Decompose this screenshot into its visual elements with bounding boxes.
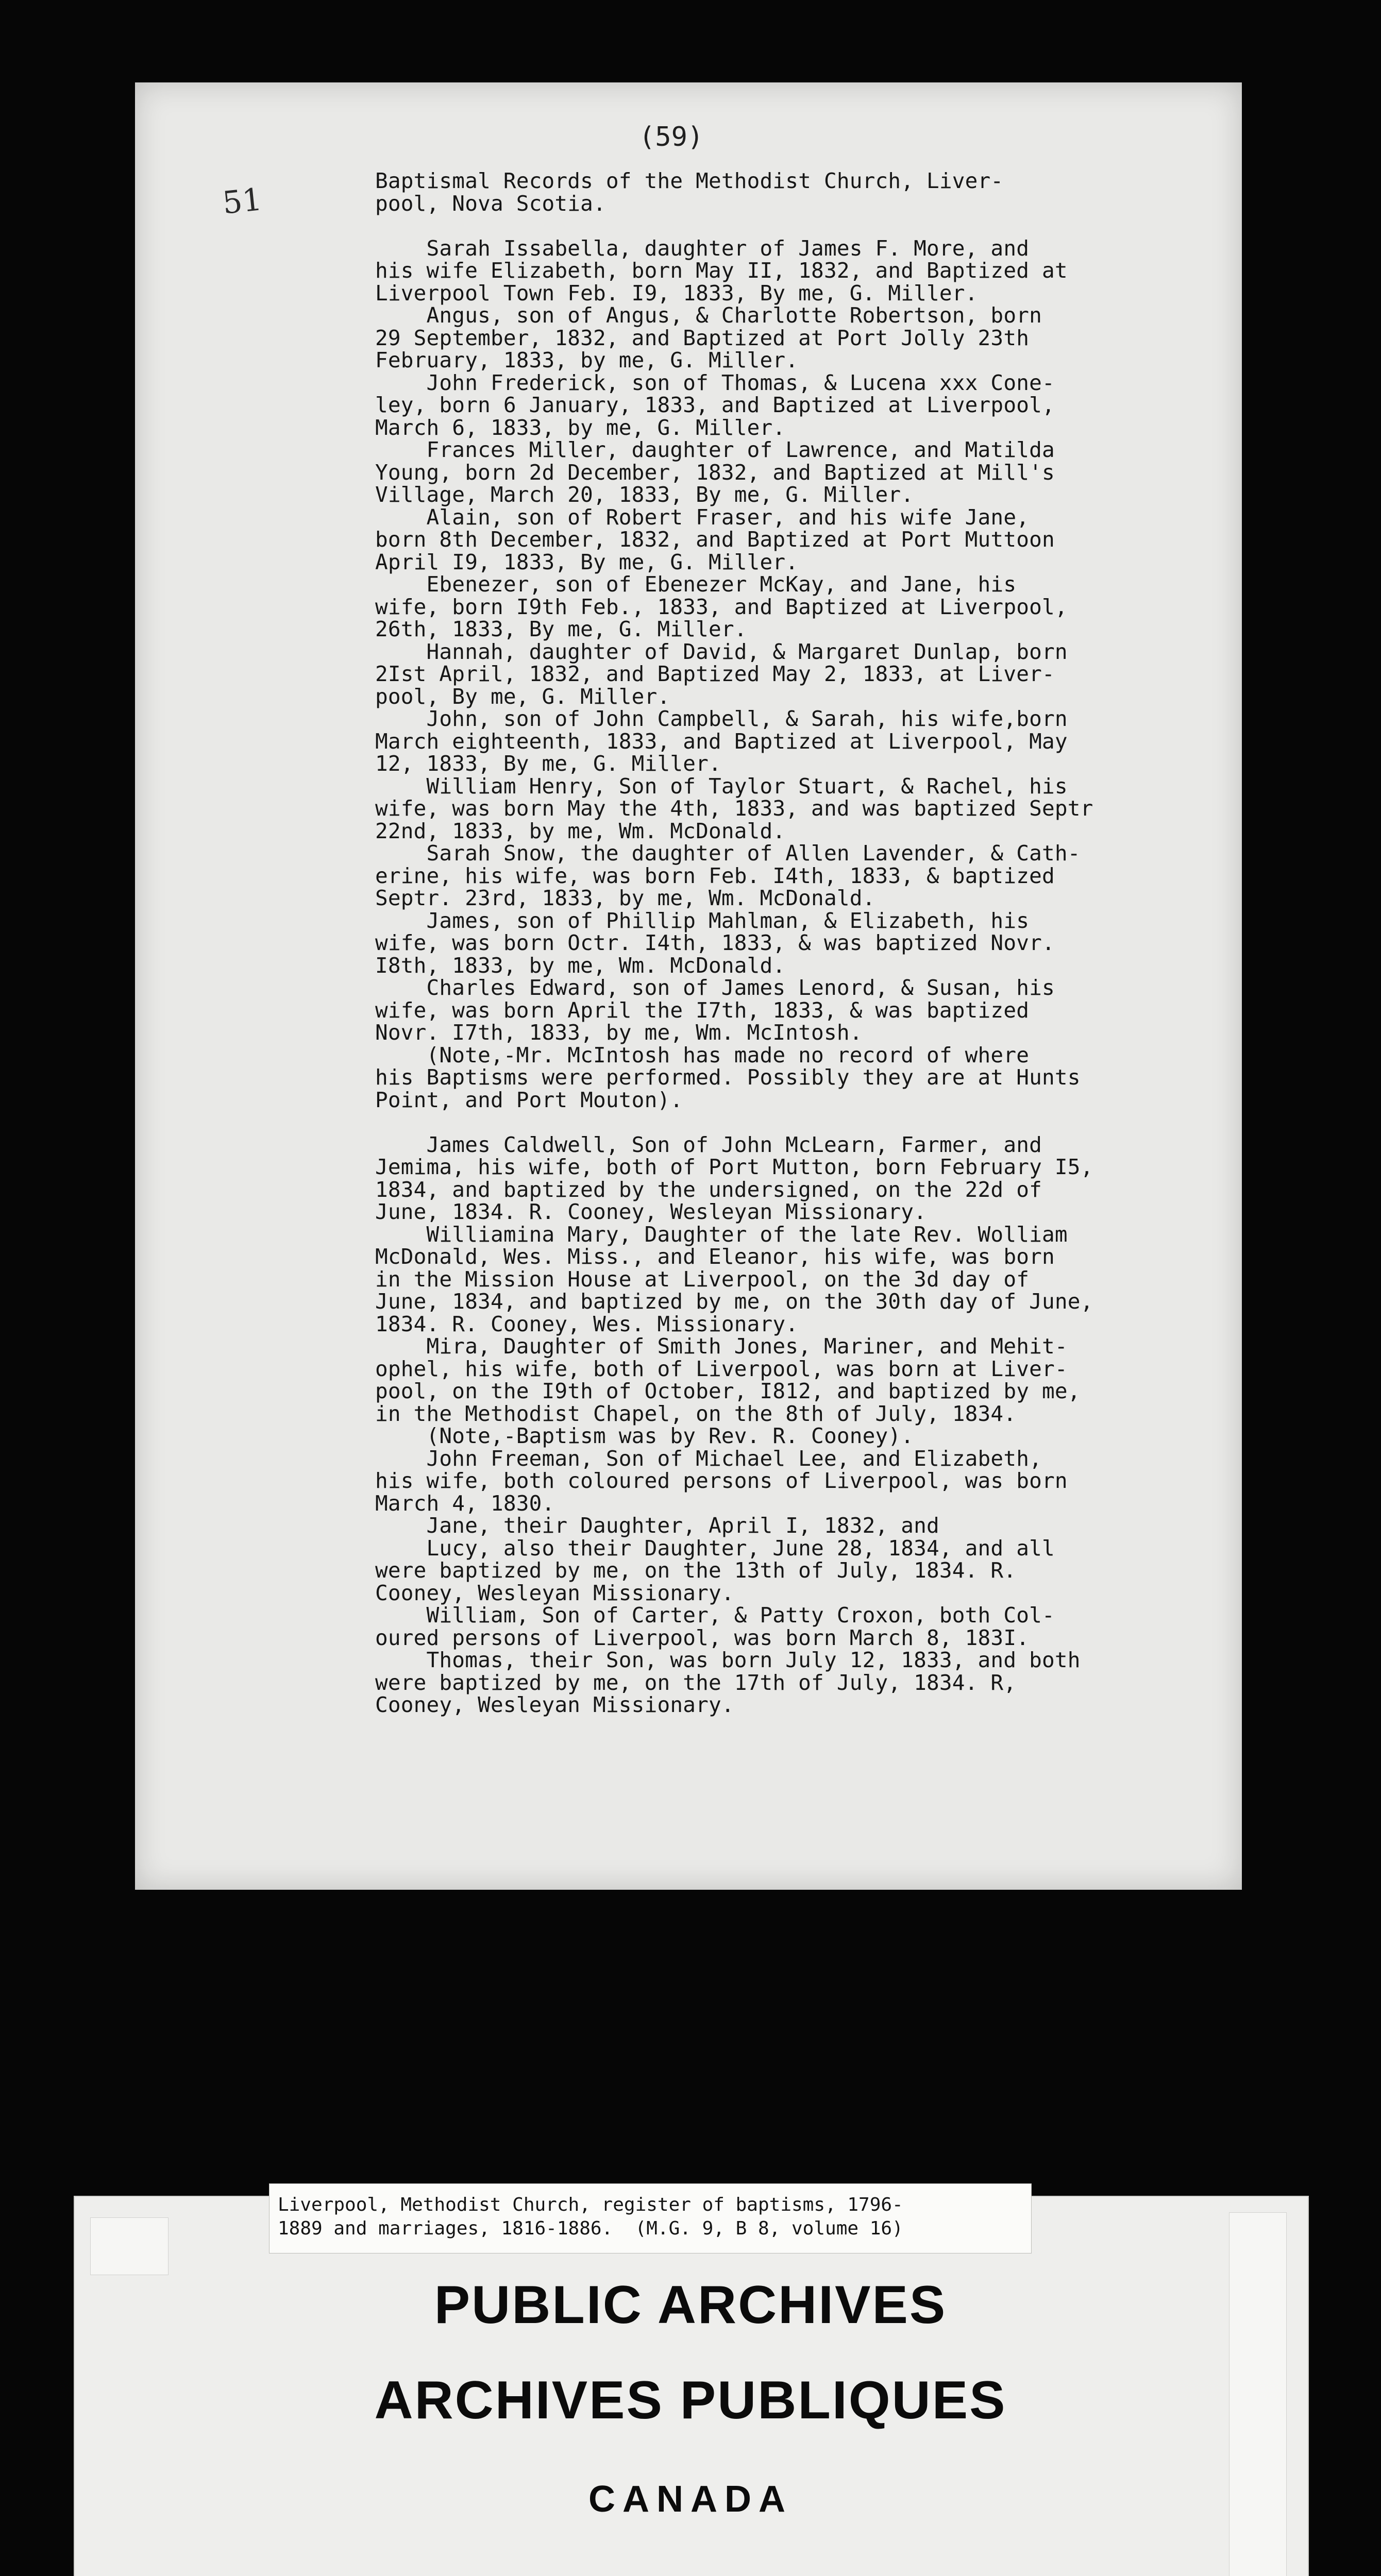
document-line: oured persons of Liverpool, was born March 8, 183I. <box>375 1625 1030 1650</box>
document-line: (Note,-Mr. McIntosh has made no record of where <box>375 1042 1030 1067</box>
document-line: Jane, their Daughter, April I, 1832, and <box>375 1513 939 1538</box>
margin-note: 51 <box>221 181 264 222</box>
document-line: March 6, 1833, by me, G. Miller. <box>375 415 786 440</box>
document-line: pool, on the I9th of October, I812, and baptized by me, <box>375 1379 1081 1403</box>
document-line: Alain, son of Robert Fraser, and his wife Jane, <box>375 504 1030 530</box>
document-line: 1834. R. Cooney, Wes. Missionary. <box>375 1311 799 1336</box>
document-line: April I9, 1833, By me, G. Miller. <box>375 549 799 574</box>
document-line: were baptized by me, on the 13th of July, 1834. R. <box>375 1558 1017 1583</box>
document-line: born 8th December, 1832, and Baptized at Port Muttoon <box>375 527 1055 552</box>
document-line: I8th, 1833, by me, Wm. McDonald. <box>375 953 786 978</box>
document-line <box>375 215 1158 238</box>
document-line: John Frederick, son of Thomas, & Lucena xxx Cone- <box>375 370 1055 395</box>
document-line: Young, born 2d December, 1832, and Baptized at Mill's <box>375 460 1055 485</box>
document-line: Sarah Snow, the daughter of Allen Lavender, & Cath- <box>375 841 1081 866</box>
document-line: Ebenezer, son of Ebenezer McKay, and Jane, his <box>375 572 1017 597</box>
document-line: his wife, both coloured persons of Liverpool, was born <box>375 1468 1068 1493</box>
archive-label-line-2: 1889 and marriages, 1816-1886. (M.G. 9, B 8, volume 16) <box>278 2218 903 2239</box>
document-line: June, 1834, and baptized by me, on the 30th day of June, <box>375 1289 1093 1314</box>
document-line: his Baptisms were performed. Possibly they are at Hunts <box>375 1065 1081 1090</box>
document-line: wife, born I9th Feb., 1833, and Baptized at Liverpool, <box>375 594 1068 619</box>
document-line: his wife Elizabeth, born May II, 1832, and Baptized at <box>375 258 1068 283</box>
stamp-public-archives: PUBLIC ARCHIVES <box>434 2275 947 2335</box>
document-line: Thomas, their Son, was born July 12, 1833, and both <box>375 1648 1081 1672</box>
stamp-canada: CANADA <box>588 2479 793 2520</box>
document-line: Charles Edward, son of James Lenord, & Susan, his <box>375 975 1055 1000</box>
document-line: James Caldwell, Son of John McLearn, Farmer, and <box>375 1132 1042 1157</box>
document-line: wife, was born May the 4th, 1833, and was baptized Septr <box>375 796 1093 821</box>
document-line: June, 1834. R. Cooney, Wesleyan Missionary. <box>375 1199 927 1224</box>
document-line: March eighteenth, 1833, and Baptized at Liverpool, May <box>375 728 1068 754</box>
document-line: Novr. I7th, 1833, by me, Wm. McIntosh. <box>375 1020 863 1045</box>
document-line: William Henry, Son of Taylor Stuart, & Rachel, his <box>375 773 1068 799</box>
document-line: Frances Miller, daughter of Lawrence, and Matilda <box>375 437 1055 462</box>
document-line: Cooney, Wesleyan Missionary. <box>375 1692 734 1717</box>
document-line: wife, was born Octr. I4th, 1833, & was baptized Novr. <box>375 930 1055 955</box>
document-line: James, son of Phillip Mahlman, & Elizabeth, his <box>375 908 1030 933</box>
document-line: John, son of John Campbell, & Sarah, his wife,born <box>375 706 1068 731</box>
document-line: Angus, son of Angus, & Charlotte Robertson, born <box>375 303 1042 328</box>
document-line: (Note,-Baptism was by Rev. R. Cooney). <box>375 1423 914 1448</box>
document-line: wife, was born April the I7th, 1833, & was baptized <box>375 997 1030 1023</box>
document-line: John Freeman, Son of Michael Lee, and Elizabeth, <box>375 1446 1042 1471</box>
document-line: William, Son of Carter, & Patty Croxon, both Col- <box>375 1603 1055 1628</box>
document-line: 29 September, 1832, and Baptized at Port Jolly 23th <box>375 325 1030 350</box>
page-number: (59) <box>639 122 704 152</box>
document-line: 2Ist April, 1832, and Baptized May 2, 1833, at Liver- <box>375 662 1055 686</box>
document-line: Liverpool Town Feb. I9, 1833, By me, G. Miller. <box>375 280 978 306</box>
document-line: erine, his wife, was born Feb. I4th, 1833, & baptized <box>375 863 1055 888</box>
document-line: March 4, 1830. <box>375 1490 555 1516</box>
document-line: in the Methodist Chapel, on the 8th of July, 1834. <box>375 1401 1017 1426</box>
document-line: Mira, Daughter of Smith Jones, Mariner, and Mehit- <box>375 1334 1068 1359</box>
document-line: McDonald, Wes. Miss., and Eleanor, his wife, was born <box>375 1244 1055 1269</box>
stamp-archives-publiques: ARCHIVES PUBLIQUES <box>374 2370 1007 2430</box>
archive-label-text <box>278 2193 1025 2241</box>
document-line: ophel, his wife, both of Liverpool, was born at Liver- <box>375 1356 1068 1381</box>
document-line: 22nd, 1833, by me, Wm. McDonald. <box>375 818 786 843</box>
document-line: Village, March 20, 1833, By me, G. Miller. <box>375 482 914 507</box>
card-mark <box>90 2217 169 2275</box>
document-line: 12, 1833, By me, G. Miller. <box>375 751 721 776</box>
document-line: were baptized by me, on the 17th of July, 1834. R, <box>375 1670 1017 1695</box>
document-line: ley, born 6 January, 1833, and Baptized at Liverpool, <box>375 393 1055 417</box>
document-line: Jemima, his wife, both of Port Mutton, born February I5, <box>375 1155 1093 1179</box>
document-line: Cooney, Wesleyan Missionary. <box>375 1580 734 1605</box>
document-line: 26th, 1833, By me, G. Miller. <box>375 617 747 641</box>
document-line: in the Mission House at Liverpool, on the 3d day of <box>375 1266 1030 1292</box>
document-line: Hannah, daughter of David, & Margaret Dunlap, born <box>375 639 1068 664</box>
document-line: Williamina Mary, Daughter of the late Rev. Wolliam <box>375 1222 1068 1247</box>
document-line: Baptismal Records of the Methodist Church, Liver- <box>375 168 1004 193</box>
document-line: February, 1833, by me, G. Miller. <box>375 348 799 372</box>
document-line: pool, Nova Scotia. <box>375 191 606 216</box>
document-line <box>375 1111 1158 1134</box>
document-line: Lucy, also their Daughter, June 28, 1834, and all <box>375 1535 1055 1561</box>
document-body <box>375 170 1158 1717</box>
document-line: 1834, and baptized by the undersigned, on the 22d of <box>375 1177 1042 1202</box>
document-line: Sarah Issabella, daughter of James F. More, and <box>375 235 1030 261</box>
document-line: Septr. 23rd, 1833, by me, Wm. McDonald. <box>375 886 875 910</box>
archive-label-line-1: Liverpool, Methodist Church, register of baptisms, 1796- <box>278 2194 903 2215</box>
document-line: pool, By me, G. Miller. <box>375 684 670 709</box>
archive-label <box>269 2183 1032 2253</box>
document-line: Point, and Port Mouton). <box>375 1087 683 1112</box>
